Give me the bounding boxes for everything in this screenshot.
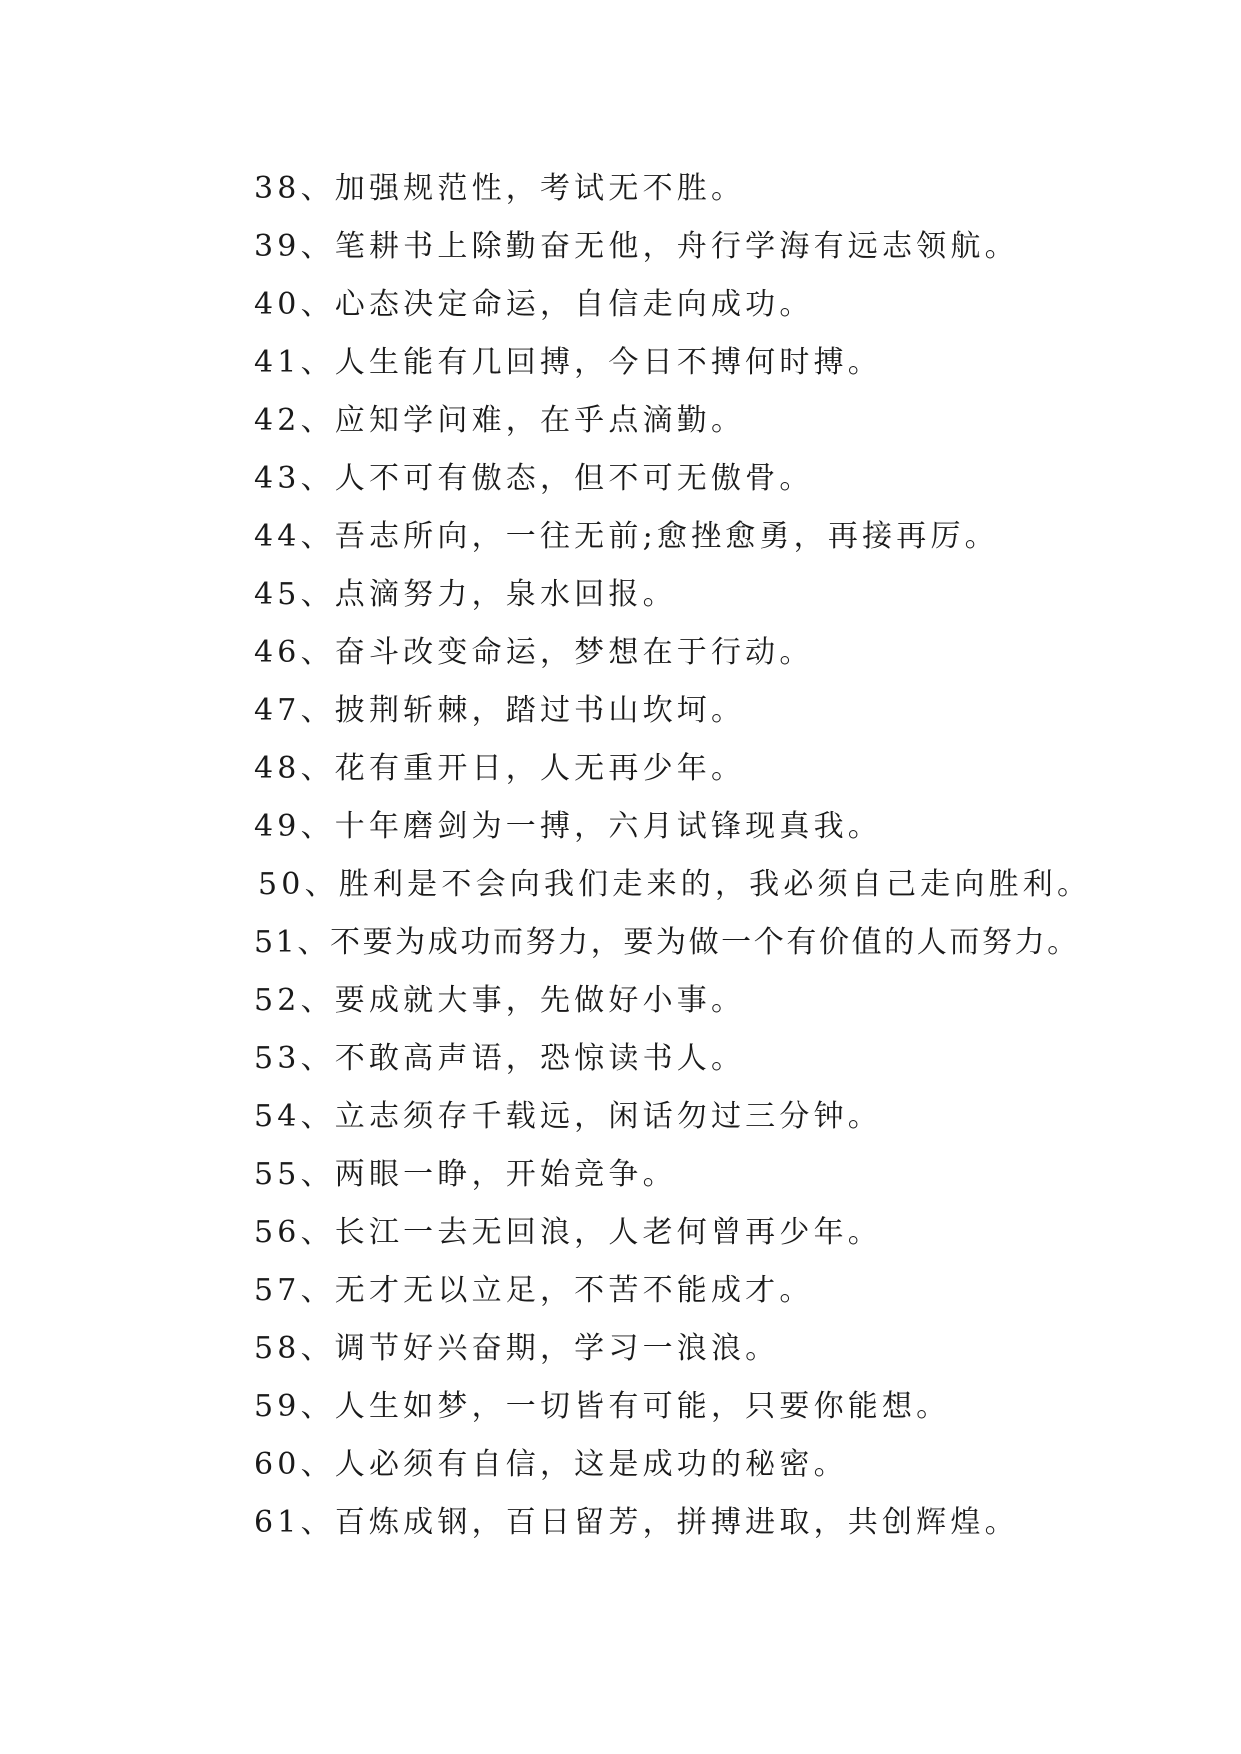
list-item: 60、人必须有自信，这是成功的秘密。 xyxy=(254,1447,848,1482)
list-item: 47、披荆斩棘，踏过书山坎坷。 xyxy=(254,693,746,728)
list-item: 58、调节好兴奋期，学习一浪浪。 xyxy=(254,1331,780,1366)
list-item: 45、点滴努力，泉水回报。 xyxy=(254,577,677,612)
list-item: 38、加强规范性，考试无不胜。 xyxy=(254,171,746,206)
list-item: 50、胜利是不会向我们走来的，我必须自己走向胜利。 xyxy=(258,867,1092,902)
list-item: 54、立志须存千载远，闲话勿过三分钟。 xyxy=(254,1099,882,1134)
list-item: 49、十年磨剑为一搏，六月试锋现真我。 xyxy=(254,809,882,844)
list-item: 39、笔耕书上除勤奋无他，舟行学海有远志领航。 xyxy=(254,229,1019,264)
list-item: 52、要成就大事，先做好小事。 xyxy=(254,983,746,1018)
list-item: 53、不敢高声语，恐惊读书人。 xyxy=(254,1041,746,1076)
list-item: 43、人不可有傲态，但不可无傲骨。 xyxy=(254,461,814,496)
list-item: 59、人生如梦，一切皆有可能，只要你能想。 xyxy=(254,1389,951,1424)
list-item: 48、花有重开日，人无再少年。 xyxy=(254,751,746,786)
list-item: 51、不要为成功而努力，要为做一个有价值的人而努力。 xyxy=(254,925,1080,960)
list-item: 42、应知学问难，在乎点滴勤。 xyxy=(254,403,746,438)
list-item: 55、两眼一睁，开始竞争。 xyxy=(254,1157,677,1192)
list-item: 56、长江一去无回浪，人老何曾再少年。 xyxy=(254,1215,882,1250)
list-item: 57、无才无以立足，不苦不能成才。 xyxy=(254,1273,814,1308)
list-item: 41、人生能有几回搏，今日不搏何时搏。 xyxy=(254,345,882,380)
list-item: 46、奋斗改变命运，梦想在于行动。 xyxy=(254,635,814,670)
quote-list xyxy=(254,160,1154,1552)
list-item: 44、吾志所向，一往无前;愈挫愈勇，再接再厉。 xyxy=(254,519,999,554)
list-item: 61、百炼成钢，百日留芳，拼搏进取，共创辉煌。 xyxy=(254,1505,1019,1540)
list-item: 40、心态决定命运，自信走向成功。 xyxy=(254,287,814,322)
